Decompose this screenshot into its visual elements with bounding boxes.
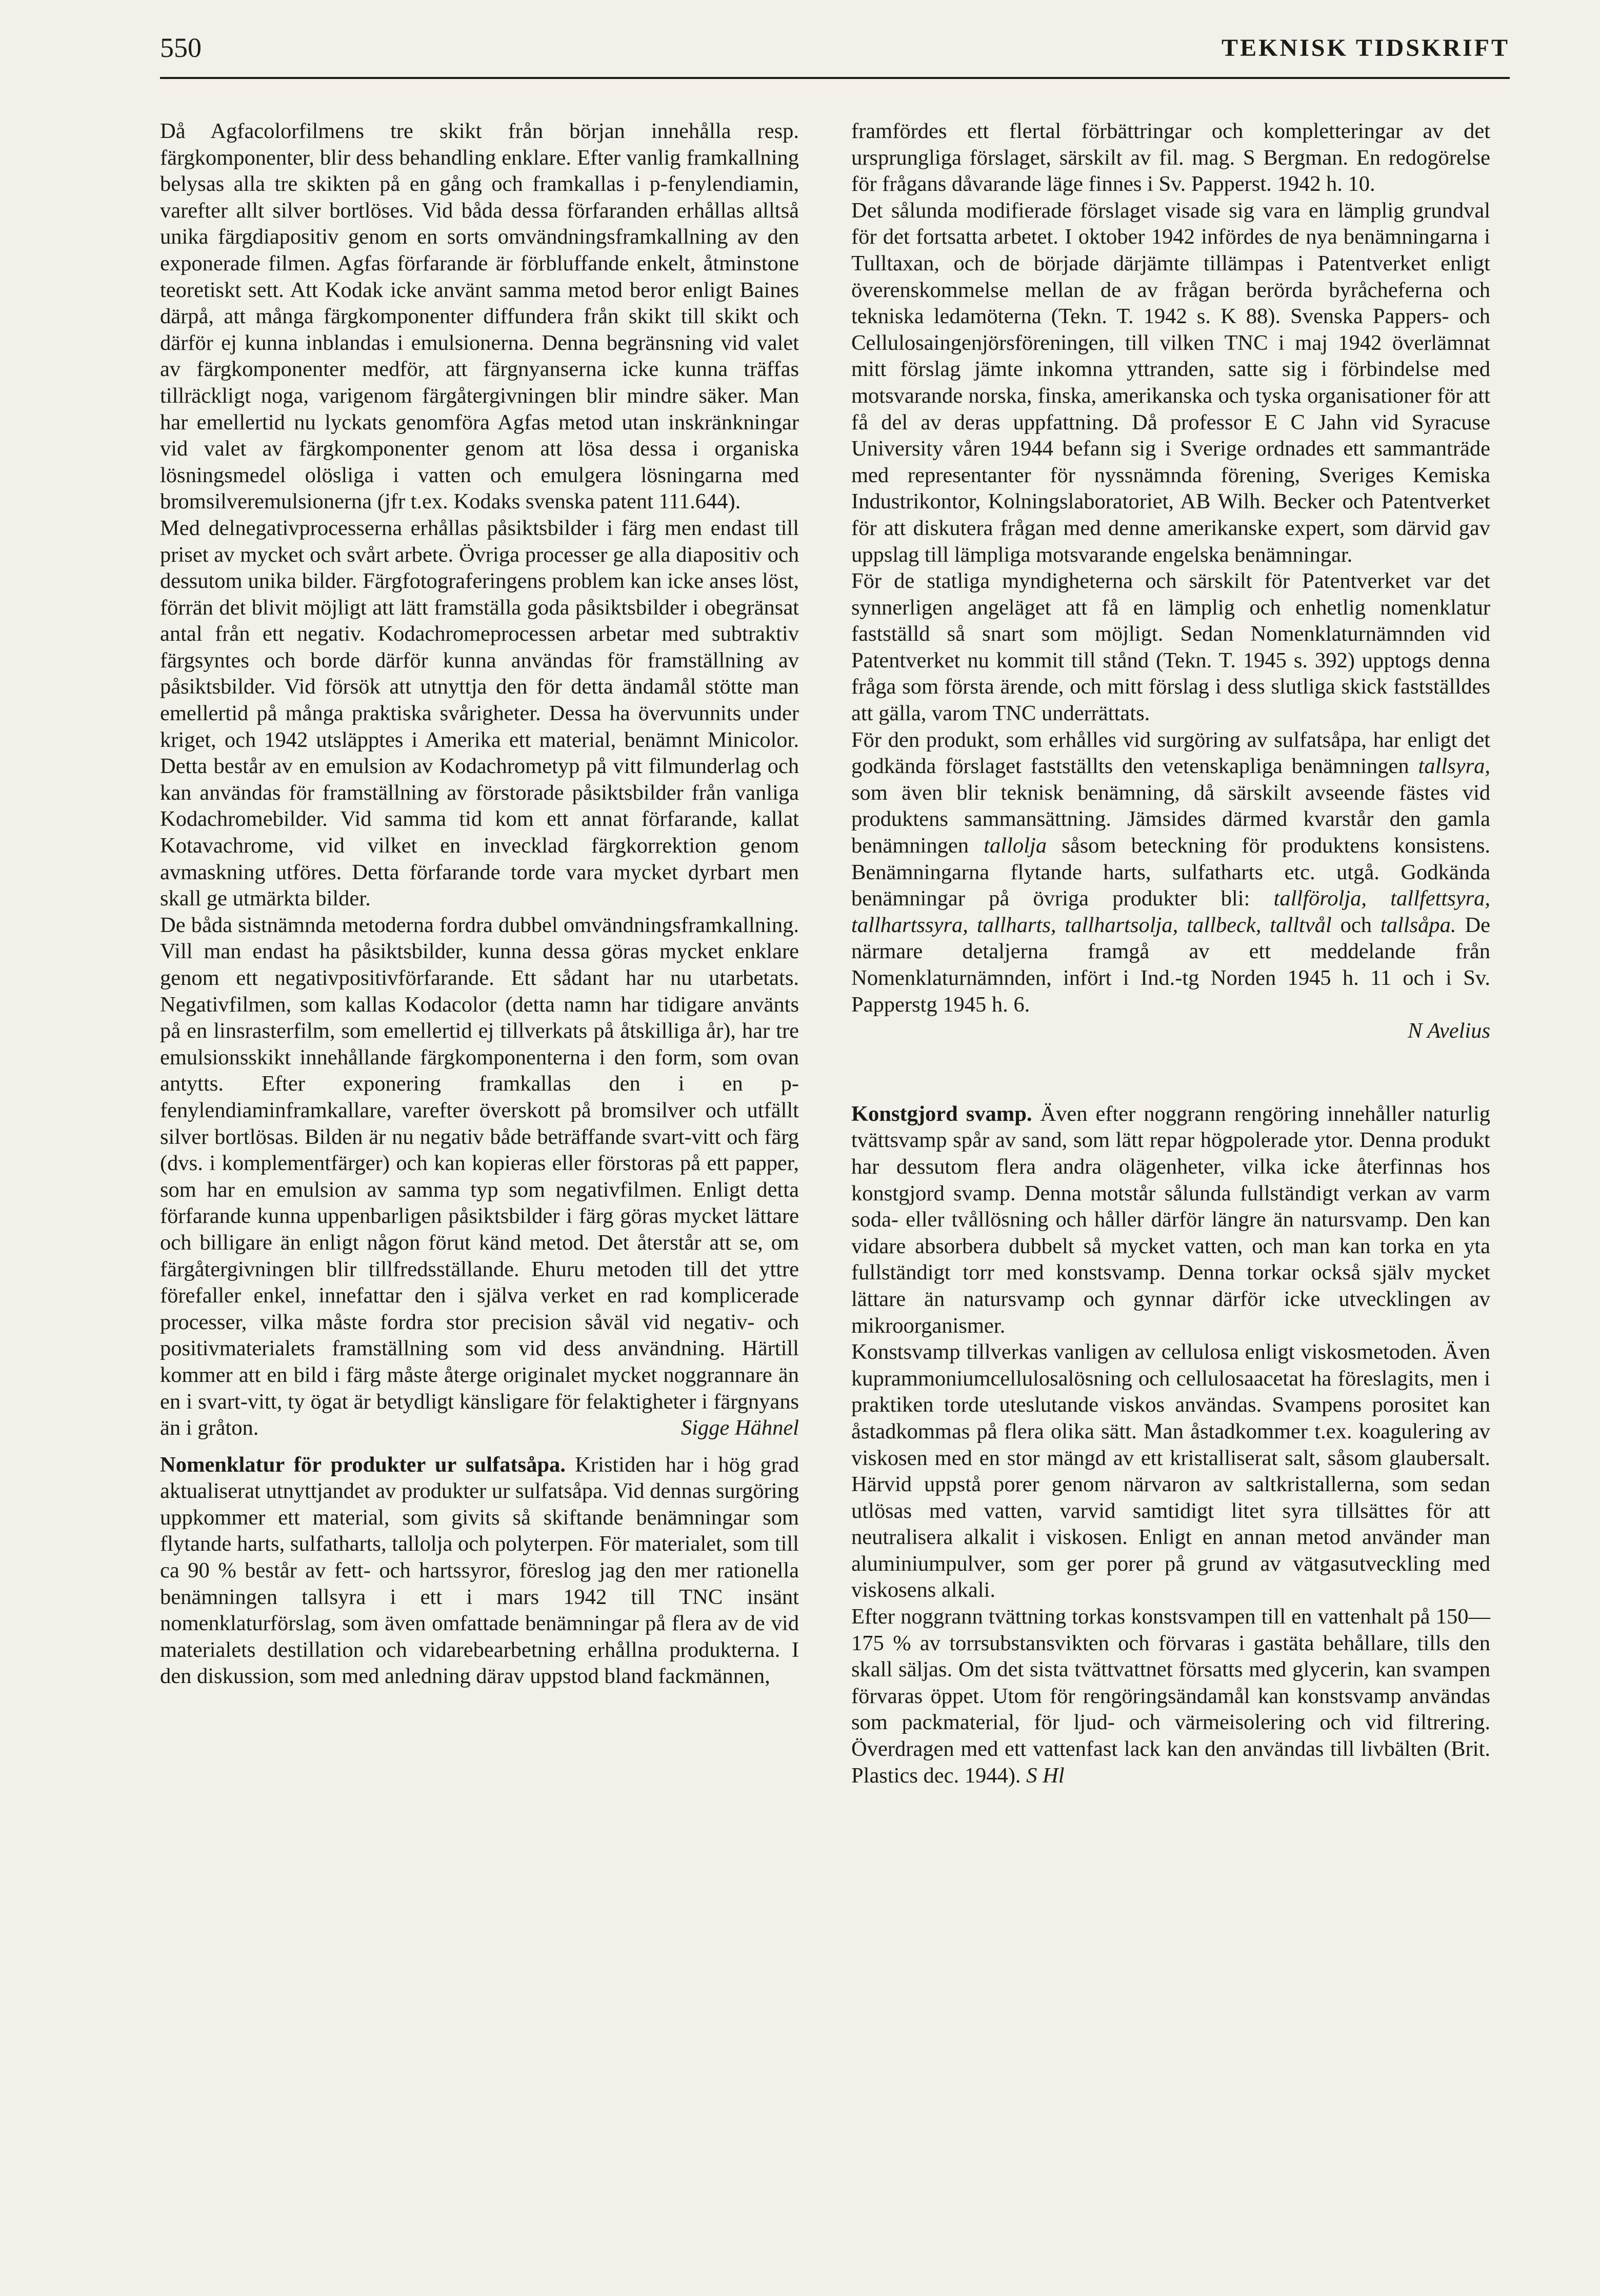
nomenklatur-cont-2: Det sålunda modifierade förslaget visade sig vara en lämplig grundval för det fortsatta arbetet. I oktober 1942 infördes de nya benämningarna i Tulltaxan, och de började därjämte tillämpas i Patentverket enligt överenskommelse mellan de av frågan berörda byråcheferna och tekniska ledamöterna (Tekn. T. 1942 s. K 88). Svenska Pappers- och Cellulosaingenjörsföreningen, till vilken TNC i maj 1942 överlämnat mitt förslag jämte inkomna yttranden, satte sig i förbindelse med motsvarande norska, finska, amerikanska och tyska organisationer för att få del av deras uppfattning. Då professor E C Jahn vid Syracuse University våren 1944 befann sig i Sverige ordnades ett sammanträde med representanter för nyssnämnda förening, Sveriges Kemiska Industrikontor, Kolningslaboratoriet, AB Wilh. Becker och Patentverket för att diskutera frågan med denne amerikanske expert, som därvid gav uppslag till lämpliga motsvarande engelska benämningar.	[851, 198, 1490, 567]
svamp-paragraph-2: Konstsvamp tillverkas vanligen av cellulosa enligt viskosmetoden. Även kuprammoniumcellulosalösning och cellulosaacetat ha föreslagits, men i praktiken torde uteslutande viskos användas. Svampens porositet kan åstadkommas på flera olika sätt. Man åstadkommer t.ex. koagulering av viskosen med en stor mängd av ett kristalliserat salt, såsom glaubersalt. Härvid uppstå porer genom närvaron av saltkristallerna, som sedan utlösas med vatten, varvid samtidigt litet syra tillsättes för att neutralisera alkalit i viskosen. Enligt en annan metod använder man aluminiumpulver, som ger porer på grund av vätgasutveckling med viskosens alkali.	[851, 1340, 1490, 1602]
term-tallsyra: tallsyra,	[1418, 754, 1490, 779]
nomenklatur-final-e: De närmare detaljerna framgå av ett meddelande från Nomenklaturnämnden, infört i Ind.-tg Norden 1945 h. 11 och i Sv. Papperstg 1945 h. 6.	[851, 913, 1490, 1017]
left-column	[160, 118, 799, 1690]
nomenklatur-intro	[160, 1452, 799, 1690]
agfa-paragraph-1: Då Agfacolorfilmens tre skikt från början innehålla resp. färgkomponenter, blir dess behandling enklare. Efter vanlig framkallning belysas alla tre skikten på en gång och framkallas i p-fenylendiamin, varefter allt silver bortlöses. Vid båda dessa förfaranden erhållas alltså unika färgdiapositiv genom en sorts omvändningsframkallning av den exponerade filmen. Agfas förfarande är förbluffande enkelt, åtminstone teoretiskt sett. Att Kodak icke använt samma metod beror enligt Baines därpå, att många färgkomponenter diffundera från skikt till skikt och därför ej kunna inblandas i emulsionerna. Denna begränsning vid valet av färgkomponenter medför, att färgnyanserna icke kunna träffas tillräckligt noga, varigenom färgåtergivningen blir mindre säker. Man har emellertid nu lyckats genomföra Agfas metod utan inskränkningar vid valet av färgkomponenter genom att lösa dessa i organiska lösningsmedel olösliga i vatten och emulgera lösningarna med bromsilveremulsionerna (jfr t.ex. Kodaks svenska patent 111.644).	[160, 119, 799, 514]
article-gap	[851, 1044, 1490, 1101]
term-tallolja: tallolja	[984, 834, 1047, 858]
page-number: 550	[160, 32, 202, 63]
nomenklatur-final-c: såsom beteckning för produktens konsistens. Benämningarna flytande harts, sulfatharts etc. utgå. Godkända benämningar på övriga produkter bli:	[851, 834, 1490, 911]
agfa-paragraph-2: Med delnegativprocesserna erhållas påsiktsbilder i färg men endast till priset av mycket och svårt arbete. Övriga processer ge alla diapositiv och dessutom unika bilder. Färgfotograferingens problem kan icke anses löst, förrän det blivit möjligt att lätt framställa goda påsiktsbilder i obegränsat antal från ett negativ. Kodachromeprocessen arbetar med subtraktiv färgsyntes och borde därför kunna användas för framställning av påsiktsbilder. Vid försök att utnyttja den för detta ändamål stötte man emellertid på många praktiska svårigheter. Dessa ha övervunnits under kriget, och 1942 utsläpptes i Amerika ett material, benämnt Minicolor. Detta består av en emulsion av Kodachrometyp på vitt filmunderlag och kan användas för framställning av förstorade påsiktsbilder från vanliga Kodachromebilder. Vid samma tid kom ett annat förfarande, kallat Kotavachrome, vid vilket en invecklad färgkorrektion genom avmaskning utföres. Detta förfarande torde vara mycket dyrbart men skall ge utmärkta bilder.	[160, 516, 799, 911]
nomenklatur-intro-text: Kristiden har i hög grad aktualiserat utnyttjandet av produkter ur sulfatsåpa. Vid dennas surgöring uppkommer ett material, som givits så skiftande benämningar som flytande harts, sulfatharts, tallolja och polyterpen. För materialet, som till ca 90 % består av fett- och hartssyror, föreslog jag den mer rationella benämningen tallsyra i ett i mars 1942 till TNC insänt nomenklaturförslag, som även omfattade benämningar på flera av de vid materialets destillation och vidarebearbetning erhållna produkterna. I den diskussion, som med anledning därav uppstod bland fackmännen,	[160, 1452, 799, 1689]
svamp-intro	[851, 1101, 1490, 1339]
nomenklatur-final	[851, 727, 1490, 1018]
header-rule	[160, 77, 1510, 79]
agfa-paragraph-3-text: De båda sistnämnda metoderna fordra dubbel omvändningsframkallning. Vill man endast ha påsiktsbilder, kunna dessa göras mycket enklare genom ett negativpositivförfarande. Ett sådant har nu utarbetats. Negativfilmen, som kallas Kodacolor (detta namn har tidigare använts på en linsrasterfilm, som emellertid ej tillverkats på åtskilliga år), har tre emulsionsskikt innehållande färgkomponenterna i den form, som ovan antytts. Efter exponering framkallas den i en p-fenylendiaminframkallare, varefter överskott på bromsilver och utfällt silver bortlösas. Bilden är nu negativ både beträffande svart-vitt och färg (dvs. i komplementfärger) och kan kopieras eller förstoras på ett papper, som har en emulsion av samma typ som negativfilmen. Enligt detta förfarande kunna uppenbarligen påsiktsbilder i färg göras mycket lättare och billigare än enligt någon förut känd metod. Det återstår att se, om färgåtergivningen blir tillfredsställande. Ehuru metoden till det yttre förefaller enkel, innefattar den i själva verket en rad komplicerade processer, vilka måste fordra stor precision såväl vid negativ- och positivmaterialets framställning som vid dess användning. Härtill kommer att en bild i färg måste återge originalet mycket noggrannare än en i svart-vitt, ty ögat är betydligt känsligare för felaktigheter i färgnyans än i gråton.	[160, 913, 799, 1440]
right-column	[851, 118, 1490, 1789]
nomenklatur-title: Nomenklatur för produkter ur sulfatsåpa.	[160, 1452, 566, 1477]
term-list: tallförolja, tallfettsyra, tallhartssyra, tallharts, tallhartsolja, tallbeck, talltvål	[851, 886, 1490, 937]
page-header	[160, 32, 1510, 68]
svamp-final	[851, 1604, 1490, 1789]
svamp-intro-text: Även efter noggrann rengöring innehåller naturlig tvättsvamp spår av sand, som lätt repar högpolerade ytor. Denna produkt har dessutom flera andra olägenheter, vilka icke återfinnas hos konstgjord svamp. Denna motstår sålunda fullständigt verkan av varm soda- eller tvållösning och håller därför längre än natursvamp. Den kan vidare absorbera dubbelt så mycket vatten, och man kan torka en yta fullständigt torr med konstsvamp. Denna torkar också själv mycket lättare än natursvamp och gynnar därför icke utvecklingen av mikroorganismer.	[851, 1101, 1491, 1338]
svamp-final-text: Efter noggrann tvättning torkas konstsvampen till en vattenhalt på 150—175 % av torrsubstansvikten och förvaras i gastäta behållare, tills den skall säljas. Om det sista tvättvattnet försatts med glycerin, kan svampen förvaras öppet. Utom för rengöringsändamål kan konstsvamp användas som packmaterial, för ljud- och värmeisolering och vid filtrering. Överdragen med ett vattenfast lack kan den användas till livbälten (Brit. Plastics dec. 1944).	[851, 1605, 1490, 1788]
nomenklatur-final-b: som även blir teknisk benämning, då särskilt avseende fästes vid produktens sammansättning. Jämsides därmed kvarstår den gamla benämningen	[851, 780, 1490, 858]
agfa-paragraph-3	[160, 912, 799, 1441]
journal-title: TEKNISK TIDSKRIFT	[1222, 34, 1510, 62]
nomenklatur-signature: N Avelius	[1408, 1019, 1490, 1043]
term-tallsapa: tallsåpa.	[1380, 913, 1456, 937]
nomenklatur-final-d: och	[1331, 913, 1381, 937]
svamp-signature: S Hl	[1026, 1763, 1065, 1788]
svamp-title: Konstgjord svamp.	[851, 1101, 1032, 1126]
nomenklatur-final-a: För den produkt, som erhålles vid surgöring av sulfatsåpa, har enligt det godkända förslaget fastställts den vetenskapliga benämningen	[851, 727, 1490, 779]
nomenklatur-cont-3: För de statliga myndigheterna och särskilt för Patentverket var det synnerligen angeläget att få en lämplig och enhetlig nomenklatur fastställd så snart som möjligt. Sedan Nomenklaturnämnden vid Patentverket nu kommit till stånd (Tekn. T. 1945 s. 392) upptogs denna fråga som första ärende, och mitt förslag i dess slutliga skick fastställdes att gälla, varom TNC underrättats.	[851, 569, 1490, 726]
agfa-signature: Sigge Hähnel	[681, 1416, 799, 1440]
article-gap	[160, 1441, 799, 1452]
nomenklatur-cont-1: framfördes ett flertal förbättringar och kompletteringar av det ursprungliga förslaget, särskilt av fil. mag. S Bergman. En redogörelse för frågans dåvarande läge finnes i Sv. Papperst. 1942 h. 10.	[851, 119, 1490, 196]
